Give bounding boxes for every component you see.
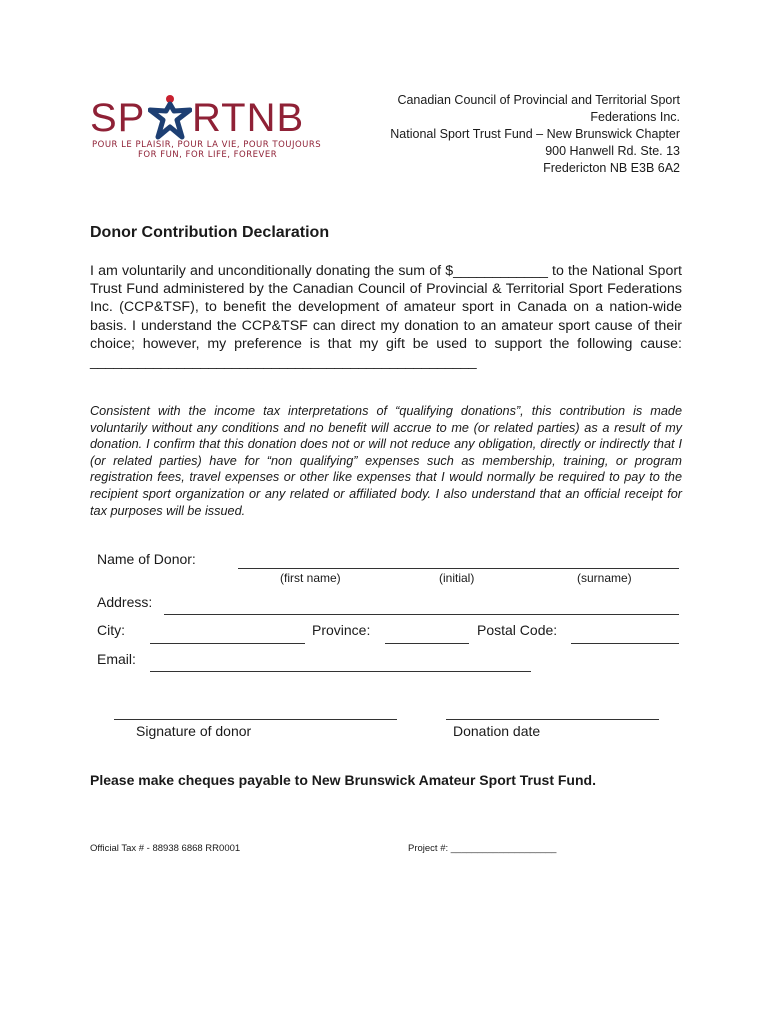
- address-line: Canadian Council of Provincial and Territorial Sport: [397, 93, 680, 107]
- logo-word-right: RTNB: [192, 96, 305, 140]
- province-field[interactable]: [385, 643, 469, 644]
- official-tax-number: Official Tax # - 88938 6868 RR0001: [90, 843, 241, 854]
- signature-label: Signature of donor: [136, 723, 252, 739]
- email-field[interactable]: [150, 671, 531, 672]
- sportnb-logo: [90, 92, 335, 162]
- project-number-field[interactable]: Project #: ____________________: [408, 843, 557, 854]
- first-name-caption: (first name): [280, 571, 341, 585]
- province-label: Province:: [312, 622, 371, 638]
- address-line: National Sport Trust Fund – New Brunswick Chapter: [390, 127, 680, 141]
- email-label: Email:: [97, 651, 136, 667]
- declaration-paragraph: I am voluntarily and unconditionally donating the sum of $____________ to the National Sport Trust Fund administered by the Canadian Council of Provincial & Territorial Sport Federations Inc. (CCP&TSF), to benefit the development of amateur sport in Canada on a nation-wide basis. I understand the CCP&TSF can direct my donation to an amateur sport cause of their choice; however, my preference is that my gift be used to support the following cause: _________________________________________________: [90, 263, 682, 371]
- donor-name-label: Name of Donor:: [97, 551, 196, 567]
- logo-tagline-fr: POUR LE PLAISIR, POUR LA VIE, POUR TOUJOURS: [92, 140, 322, 150]
- city-label: City:: [97, 622, 125, 638]
- address-field[interactable]: [164, 614, 679, 615]
- donation-date-label: Donation date: [453, 723, 541, 739]
- tax-interpretation-paragraph: Consistent with the income tax interpretations of “qualifying donations”, this contribution is made voluntarily without any conditions and no benefit will accrue to me (or related parties) as a result of my donation. I confirm that this donation does not or will not reduce any obligation, directly or indirectly that I (or related parties) have for “non qualifying” expenses such as membership, training, or program registration fees, travel expenses or other like expenses that I would normally be required to pay to the recipient sport organization or any related or affiliated body. I also understand that an official receipt for tax purposes will be issued.: [90, 404, 682, 518]
- address-line: Federations Inc.: [590, 110, 680, 124]
- document-title: Donor Contribution Declaration: [90, 224, 330, 241]
- postal-code-label: Postal Code:: [477, 622, 558, 638]
- cheques-note: Please make cheques payable to New Brunswick Amateur Sport Trust Fund.: [90, 772, 596, 788]
- address-label: Address:: [97, 594, 153, 610]
- surname-caption: (surname): [577, 571, 632, 585]
- donation-date-field[interactable]: [446, 719, 659, 720]
- city-field[interactable]: [150, 643, 305, 644]
- signature-field[interactable]: [114, 719, 397, 720]
- logo-star-figure-icon: [148, 94, 192, 140]
- address-line: 900 Hanwell Rd. Ste. 13: [545, 144, 680, 158]
- logo-tagline-en: FOR FUN, FOR LIFE, FOREVER: [138, 150, 278, 160]
- logo-word-left: SP: [90, 96, 146, 140]
- donor-name-field[interactable]: [238, 568, 679, 569]
- address-line: Fredericton NB E3B 6A2: [543, 161, 680, 175]
- address-block: [360, 92, 680, 177]
- initial-caption: (initial): [439, 571, 475, 585]
- postal-code-field[interactable]: [571, 643, 679, 644]
